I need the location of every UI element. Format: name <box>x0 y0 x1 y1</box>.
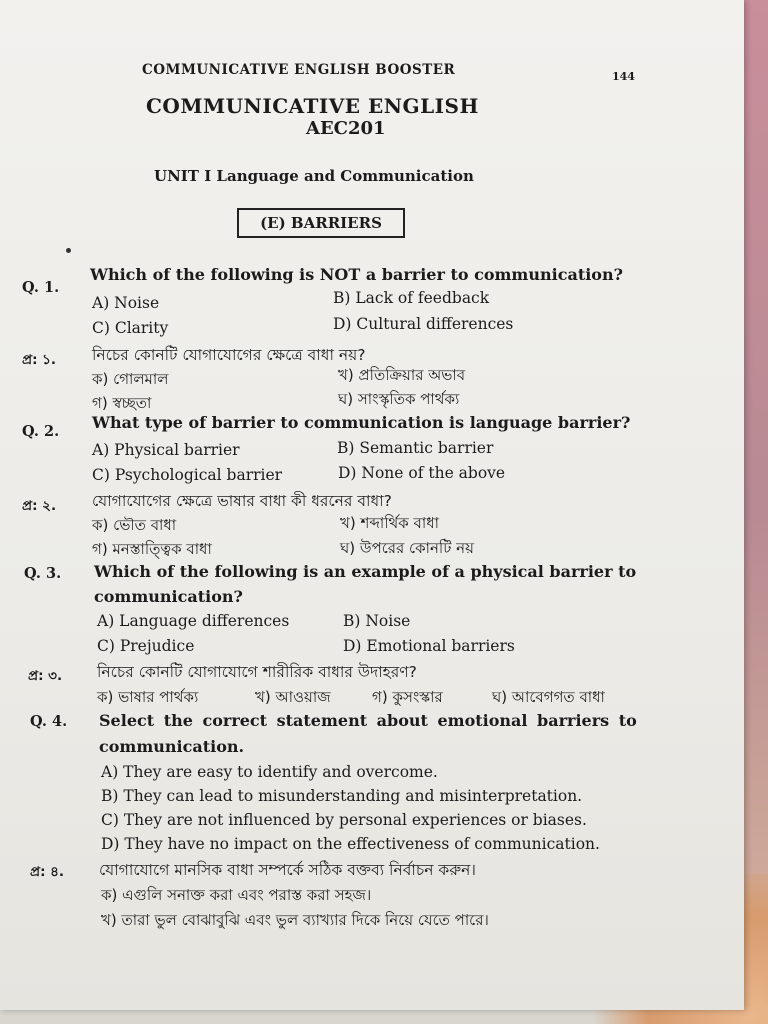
bengali-option-kha: খ) শব্দার্থিক বাধা <box>340 514 439 532</box>
option-d: D) Emotional barriers <box>343 637 515 655</box>
bengali-option-kha: খ) প্রতিক্রিয়ার অভাব <box>338 366 466 384</box>
option-b: B) Lack of feedback <box>333 289 490 307</box>
question-text-line-1: Select the correct statement about emotional barriers to <box>99 711 637 730</box>
bengali-option-ka: ক) ভৌত বাধা <box>92 516 177 534</box>
bengali-option-kha: খ) আওয়াজ <box>255 688 331 706</box>
question-text: Which of the following is NOT a barrier to communication? <box>90 265 623 284</box>
course-title: COMMUNICATIVE ENGLISH <box>146 94 479 118</box>
question-text-line-1: Which of the following is an example of a physical barrier to <box>94 562 637 581</box>
option-b: B) Semantic barrier <box>337 439 494 457</box>
option-a: A) Language differences <box>97 612 290 630</box>
ink-dot <box>66 248 71 253</box>
bengali-option-ka: ক) ভাষার পার্থক্য <box>97 688 199 706</box>
option-c: C) Clarity <box>92 319 169 337</box>
question-number: Q. 2. <box>22 423 60 440</box>
bengali-question-text: নিচের কোনটি যোগাযোগে শারীরিক বাধার উদাহরণ? <box>97 663 417 681</box>
bengali-question-text: নিচের কোনটি যোগাযোগের ক্ষেত্রে বাধা নয়? <box>92 346 366 364</box>
page-number: 144 <box>612 70 635 83</box>
bengali-option-ga: গ) মনস্তাত্ত্বিক বাধা <box>92 540 212 558</box>
question-number: Q. 1. <box>22 279 60 296</box>
unit-heading: UNIT I Language and Communication <box>154 167 474 185</box>
bengali-option-kha: খ) তারা ভুল বোঝাবুঝি এবং ভুল ব্যাখ্যার দিকে নিয়ে যেতে পারে। <box>101 911 489 929</box>
option-c: C) Prejudice <box>97 637 195 655</box>
question-text: What type of barrier to communication is language barrier? <box>92 413 631 432</box>
option-b: B) They can lead to misunderstanding and misinterpretation. <box>101 787 583 805</box>
bengali-question-text: যোগাযোগে মানসিক বাধা সম্পর্কে সঠিক বক্তব্য নির্বাচন করুন। <box>99 861 476 879</box>
course-code: AEC201 <box>306 118 386 139</box>
option-c: C) They are not influenced by personal experiences or biases. <box>101 811 587 829</box>
bengali-option-gha: ঘ) উপরের কোনটি নয় <box>340 539 474 557</box>
bengali-question-number: প্র: ১. <box>22 352 57 368</box>
option-d: D) None of the above <box>338 464 506 482</box>
option-a: A) They are easy to identify and overcome. <box>101 763 438 781</box>
option-d: D) Cultural differences <box>333 315 514 333</box>
bengali-option-ga: গ) স্বচ্ছতা <box>92 394 152 412</box>
running-header: COMMUNICATIVE ENGLISH BOOSTER <box>142 62 456 78</box>
option-c: C) Psychological barrier <box>92 466 283 484</box>
question-text-line-2: communication? <box>94 587 243 606</box>
bengali-question-number: প্র: ২. <box>22 498 57 514</box>
question-text-line-2: communication. <box>99 737 245 756</box>
bengali-option-ka: ক) এগুলি সনাক্ত করা এবং পরাস্ত করা সহজ। <box>101 886 372 904</box>
bengali-question-number: প্র: ৪. <box>30 864 65 880</box>
option-a: A) Noise <box>92 294 160 312</box>
bengali-option-ka: ক) গোলমাল <box>92 370 169 388</box>
bengali-question-text: যোগাযোগের ক্ষেত্রে ভাষার বাধা কী ধরনের বাধা? <box>92 492 392 510</box>
option-b: B) Noise <box>343 612 411 630</box>
question-number: Q. 4. <box>30 713 68 730</box>
option-a: A) Physical barrier <box>92 441 240 459</box>
section-heading-box: (E) BARRIERS <box>237 208 405 238</box>
bengali-question-number: প্র: ৩. <box>28 668 63 684</box>
question-number: Q. 3. <box>24 565 62 582</box>
bengali-option-gha: ঘ) সাংস্কৃতিক পার্থক্য <box>338 390 460 408</box>
option-d: D) They have no impact on the effectiveness of communication. <box>101 835 600 853</box>
bengali-option-gha: ঘ) আবেগগত বাধা <box>492 688 605 706</box>
bengali-option-ga: গ) কুসংস্কার <box>372 688 443 706</box>
